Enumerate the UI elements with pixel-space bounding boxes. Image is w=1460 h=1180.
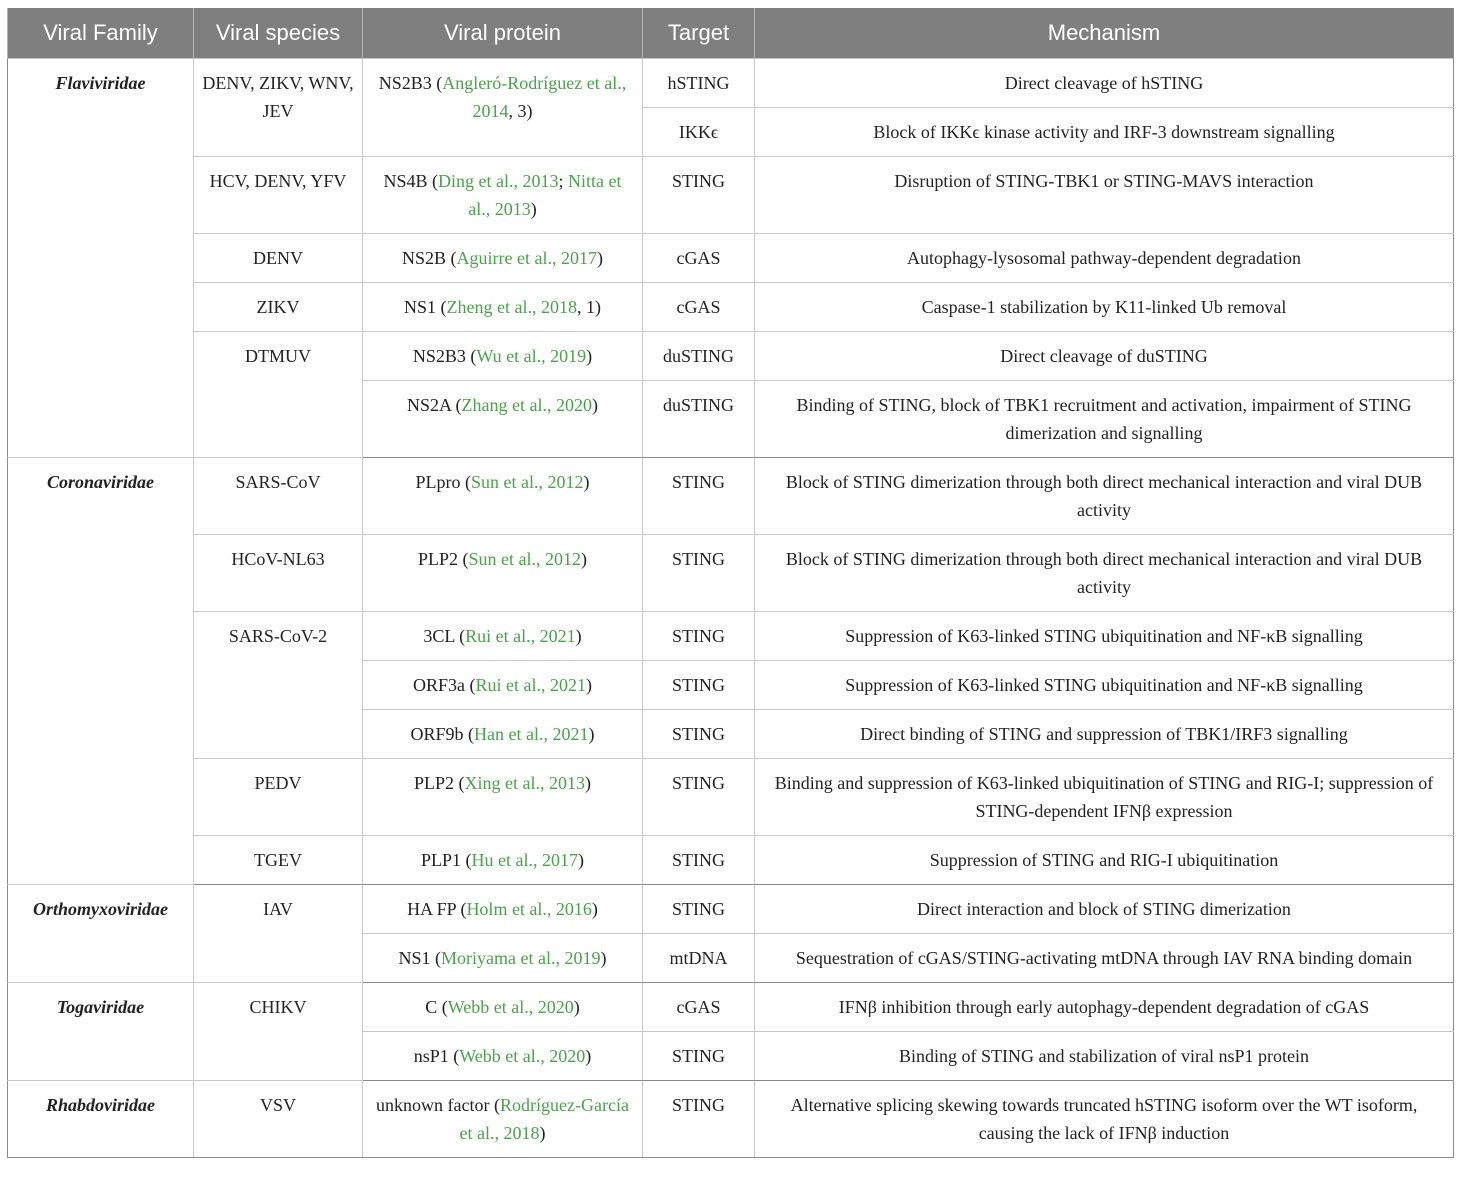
mechanism-cell: Block of STING dimerization through both direct mechanical interaction and viral DUB activity [755, 458, 1454, 535]
citation-separator: ; [558, 171, 569, 191]
table-row [8, 234, 1454, 283]
protein-name: ORF9b [410, 724, 464, 744]
protein-name: ORF3a [412, 675, 465, 695]
protein-cell: nsP1 (Webb et al., 2020) [363, 1032, 643, 1081]
protein-name: NS2B3 [412, 346, 466, 366]
target-cell: STING [643, 759, 755, 836]
target-cell: STING [643, 836, 755, 885]
citation-link[interactable]: Holm et al., 2016 [466, 899, 592, 919]
target-cell: STING [643, 157, 755, 234]
protein-name: NS2B [402, 248, 447, 268]
target-cell: duSTING [643, 332, 755, 381]
target-cell: STING [643, 1081, 755, 1158]
table-row [8, 836, 1454, 885]
table-row [8, 283, 1454, 332]
target-cell: hSTING [643, 59, 755, 108]
protein-cell: PLpro (Sun et al., 2012) [363, 458, 643, 535]
citation-link[interactable]: Rodríguez-García et al., 2018 [459, 1095, 629, 1143]
family-cell: Rhabdoviridae [8, 1081, 194, 1158]
family-cell: Flaviviridae [8, 59, 194, 458]
species-cell: HCV, DENV, YFV [194, 157, 363, 234]
species-cell: TGEV [194, 836, 363, 885]
citation-link[interactable]: Webb et al., 2020 [459, 1046, 586, 1066]
family-cell: Togaviridae [8, 983, 194, 1081]
mechanism-cell: Suppression of K63-linked STING ubiquitination and NF-κB signalling [755, 612, 1454, 661]
mechanism-cell: Binding of STING and stabilization of viral nsP1 protein [755, 1032, 1454, 1081]
mechanism-cell: Suppression of K63-linked STING ubiquitination and NF-κB signalling [755, 661, 1454, 710]
mechanism-cell: Alternative splicing skewing towards truncated hSTING isoform over the WT isoform, causing the lack of IFNβ induction [755, 1081, 1454, 1158]
family-cell: Orthomyxoviridae [8, 885, 194, 983]
family-cell: Coronaviridae [8, 458, 194, 885]
table-row [8, 885, 1454, 934]
mechanism-cell: Disruption of STING-TBK1 or STING-MAVS interaction [755, 157, 1454, 234]
target-cell: IKKϵ [643, 108, 755, 157]
citation-link[interactable]: Sun et al., 2012 [468, 549, 582, 569]
header-viral-protein: Viral protein [363, 8, 643, 59]
species-cell: VSV [194, 1081, 363, 1158]
target-cell: cGAS [643, 983, 755, 1032]
target-cell: mtDNA [643, 934, 755, 983]
citation-link[interactable]: Zheng et al., 2018 [446, 297, 577, 317]
protein-name: NS4B [383, 171, 428, 191]
protein-cell: ORF9b (Han et al., 2021) [363, 710, 643, 759]
species-cell: SARS-CoV-2 [194, 612, 363, 759]
citation-suffix: , 3 [508, 101, 527, 121]
citation-link[interactable]: Xing et al., 2013 [464, 773, 585, 793]
protein-name: PLP2 [413, 773, 455, 793]
header-target: Target [643, 8, 755, 59]
citation-link[interactable]: Rui et al., 2021 [475, 675, 586, 695]
citation-link[interactable]: Wu et al., 2019 [476, 346, 587, 366]
mechanism-cell: Direct cleavage of duSTING [755, 332, 1454, 381]
protein-cell: PLP2 (Sun et al., 2012) [363, 535, 643, 612]
species-cell: PEDV [194, 759, 363, 836]
target-cell: duSTING [643, 381, 755, 458]
table-row [8, 759, 1454, 836]
table-row [8, 612, 1454, 661]
protein-cell: NS1 (Zheng et al., 2018, 1) [363, 283, 643, 332]
protein-name: unknown factor [376, 1095, 490, 1115]
protein-cell: PLP1 (Hu et al., 2017) [363, 836, 643, 885]
protein-cell: C (Webb et al., 2020) [363, 983, 643, 1032]
protein-name: C [425, 997, 438, 1017]
species-cell: DENV, ZIKV, WNV, JEV [194, 59, 363, 157]
citation-link[interactable]: Zhang et al., 2020 [461, 395, 592, 415]
protein-name: PLP2 [417, 549, 459, 569]
citation-link[interactable]: Webb et al., 2020 [447, 997, 574, 1017]
citation-link[interactable]: Han et al., 2021 [474, 724, 589, 744]
protein-cell: 3CL (Rui et al., 2021) [363, 612, 643, 661]
citation-link[interactable]: Angleró-Rodríguez et al., 2014 [442, 73, 627, 121]
species-cell: CHIKV [194, 983, 363, 1081]
target-cell: STING [643, 661, 755, 710]
target-cell: STING [643, 1032, 755, 1081]
protein-cell: ORF3a (Rui et al., 2021) [363, 661, 643, 710]
species-cell: ZIKV [194, 283, 363, 332]
mechanism-cell: Direct binding of STING and suppression of TBK1/IRF3 signalling [755, 710, 1454, 759]
table-row [8, 1081, 1454, 1158]
header-viral-species: Viral species [194, 8, 363, 59]
citation-link[interactable]: Hu et al., 2017 [471, 850, 578, 870]
target-cell: STING [643, 535, 755, 612]
protein-name: 3CL [423, 626, 455, 646]
target-cell: cGAS [643, 234, 755, 283]
mechanism-cell: Direct cleavage of hSTING [755, 59, 1454, 108]
mechanism-cell: Block of IKKϵ kinase activity and IRF-3 downstream signalling [755, 108, 1454, 157]
table-header-row [8, 8, 1454, 59]
target-cell: STING [643, 885, 755, 934]
protein-cell: NS2B3 (Angleró-Rodríguez et al., 2014, 3) [363, 59, 643, 157]
citation-link[interactable]: Rui et al., 2021 [465, 626, 576, 646]
viral-evasion-table [7, 8, 1454, 1158]
header-viral-family: Viral Family [8, 8, 194, 59]
citation-link[interactable]: Aguirre et al., 2017 [456, 248, 597, 268]
citation-link[interactable]: Moriyama et al., 2019 [441, 948, 601, 968]
header-mechanism: Mechanism [755, 8, 1454, 59]
target-cell: STING [643, 612, 755, 661]
protein-name: NS2A [407, 395, 452, 415]
citation-link[interactable]: Sun et al., 2012 [471, 472, 584, 492]
mechanism-cell: IFNβ inhibition through early autophagy-dependent degradation of cGAS [755, 983, 1454, 1032]
protein-name: PLP1 [420, 850, 462, 870]
mechanism-cell: Block of STING dimerization through both direct mechanical interaction and viral DUB activity [755, 535, 1454, 612]
protein-cell: NS2B3 (Wu et al., 2019) [363, 332, 643, 381]
species-cell: IAV [194, 885, 363, 983]
protein-name: NS2B3 [378, 73, 432, 93]
protein-cell: PLP2 (Xing et al., 2013) [363, 759, 643, 836]
mechanism-cell: Binding of STING, block of TBK1 recruitment and activation, impairment of STING dimerization and signalling [755, 381, 1454, 458]
protein-name: NS1 [404, 297, 437, 317]
protein-name: PLpro [415, 472, 461, 492]
target-cell: STING [643, 458, 755, 535]
species-cell: DTMUV [194, 332, 363, 458]
protein-cell: NS1 (Moriyama et al., 2019) [363, 934, 643, 983]
mechanism-cell: Binding and suppression of K63-linked ubiquitination of STING and RIG-I; suppression of STING-dependent IFNβ expression [755, 759, 1454, 836]
mechanism-cell: Caspase-1 stabilization by K11-linked Ub removal [755, 283, 1454, 332]
species-cell: DENV [194, 234, 363, 283]
protein-name: nsP1 [413, 1046, 449, 1066]
citation-suffix: , 1 [576, 297, 595, 317]
protein-cell: NS2B (Aguirre et al., 2017) [363, 234, 643, 283]
citation-link[interactable]: Nitta et al., 2013 [468, 171, 622, 219]
protein-cell: NS2A (Zhang et al., 2020) [363, 381, 643, 458]
table-row [8, 983, 1454, 1032]
table-row [8, 535, 1454, 612]
citation-link[interactable]: Ding et al., 2013 [438, 171, 559, 191]
mechanism-cell: Autophagy-lysosomal pathway-dependent degradation [755, 234, 1454, 283]
table-row [8, 59, 1454, 108]
protein-name: HA FP [407, 899, 456, 919]
table-row [8, 458, 1454, 535]
table-row [8, 332, 1454, 381]
mechanism-cell: Sequestration of cGAS/STING-activating mtDNA through IAV RNA binding domain [755, 934, 1454, 983]
mechanism-cell: Suppression of STING and RIG-I ubiquitination [755, 836, 1454, 885]
species-cell: HCoV-NL63 [194, 535, 363, 612]
table-row [8, 157, 1454, 234]
protein-cell: unknown factor (Rodríguez-García et al., 2018) [363, 1081, 643, 1158]
target-cell: cGAS [643, 283, 755, 332]
mechanism-cell: Direct interaction and block of STING dimerization [755, 885, 1454, 934]
protein-cell: HA FP (Holm et al., 2016) [363, 885, 643, 934]
target-cell: STING [643, 710, 755, 759]
protein-cell: NS4B (Ding et al., 2013; Nitta et al., 2013) [363, 157, 643, 234]
species-cell: SARS-CoV [194, 458, 363, 535]
protein-name: NS1 [398, 948, 431, 968]
